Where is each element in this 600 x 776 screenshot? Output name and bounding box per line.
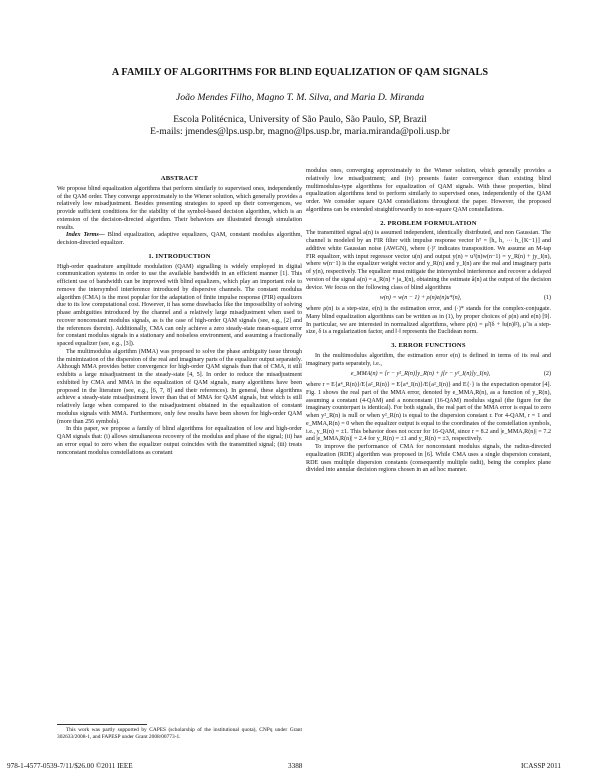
abstract-heading: ABSTRACT [160, 175, 199, 182]
error-paragraph-1: In the multimodulus algorithm, the estimation error e(n) is defined in terms of its real and imaginary parts separately, i.e., [306, 352, 551, 367]
intro-paragraph-2: The multimodulus algorithm (MMA) was proposed to solve the phase ambiguity issue through the minimization of the dispersion of the real and imaginary parts of the equalizer output separately. Although MMA provides better convergence for high-order QAM signals than that of CMA, it still exhibits a large misadjustment in the steady-state [4, 5]. In order to reduce the misadjustment exhibited by CMA and MMA in the equalization of QAM signals, many algorithms have been proposed in the literature (see, e.g., [6, 7, 8] and their references). In general, these algorithms achieve a steady-state misadjustment lower than that of MMA for QAM signals, but which is still relatively large when compared to the misadjustment obtained in the equalization of constant modulus signals with MMA. Furthermore, only few results have been shown for high-order QAM (more than 256 symbols). [57, 348, 302, 425]
footnote-text: This work was partly supported by CAPES (scholarship of the institutional quota), CNPq under Grant 302633/2008-1, and FAPESP under Grant 2008/00773-1. [57, 727, 302, 740]
copyright-line: 978-1-4577-0539-7/11/$26.00 ©2011 IEEE [7, 762, 133, 770]
affiliation-emails: E-mails: jmendes@lps.usp.br, magno@lps.usp.br, maria.miranda@poli.usp.br [150, 126, 450, 137]
index-terms-label: Index Terms— [66, 232, 105, 239]
index-terms [57, 232, 302, 248]
affiliation [0, 114, 600, 138]
problem-heading: 2. PROBLEM FORMULATION [380, 219, 477, 227]
right-column [306, 168, 551, 475]
equation-2 [306, 371, 551, 379]
left-column [57, 170, 302, 457]
intro-continued: modulus ones, converging approximately to the Wiener solution, which generally provides a relatively low misadjustment; and (iv) presents faster convergence than existing blind multimodulus-type algorithms for equalization of QAM signals. With these properties, blind equalization algorithms tend to perform similarly to supervised ones, independently of the QAM order. We consider square QAM constellations throughout the paper. However, the proposed algorithms can be extended straightforwardly to non-square QAM constellations. [306, 168, 551, 213]
intro-paragraph-1: High-order quadrature amplitude modulation (QAM) signalling is widely employed in digital communication systems in order to use the available bandwidth in an efficient manner [1]. This efficient use of bandwidth can be improved with blind equalizers, which play an important role to remove the intersymbol interference introduced by dispersive channels. The constant modulus algorithm (CMA) is the most popular for the adaptation of finite impulse response (FIR) equalizers due to its low computational cost. However, it has some drawbacks like the impossibility of solving phase ambiguities introduced by the channel and a relatively large misadjustment when used to recover nonconstant modulus signals, as is the case of high-order QAM signals (see, e.g., [2] and the references therein). Additionally, CMA can only achieve a zero steady-state mean-square error for constant modulus signals in a stationary and noiseless environment, and assuming a fractionally spaced equalizer (see, e.g., [3]). [57, 263, 302, 347]
paper-title: A FAMILY OF ALGORITHMS FOR BLIND EQUALIZATION OF QAM SIGNALS [111, 67, 489, 78]
equation-2-number: (2) [543, 371, 551, 378]
problem-paragraph-2: where ρ(n) is a step-size, e(n) is the estimation error, and (·)* stands for the complex-conjugate. Many blind equalization algorithms can be written as in (1), by proper choices of ρ(n) and e(n) [9]. In particular, we are interested in normalized algorithms, where ρ(n) = μ̃/(δ + ‖u(n)‖²), μ̃ is a step-size, δ is a regularization factor, and ‖·‖ represents the Euclidean norm. [306, 306, 551, 336]
problem-paragraph-1: The transmitted signal a(n) is assumed independent, identically distributed, and non Gaussian. The channel is modeled by an FIR filter with impulse response vector hᵀ = [h₀ h₁ ··· h_{K−1}] and additive white Gaussian noise (AWGN), where (·)ᵀ indicates transposition. We assume an M-tap FIR equalizer, with input regressor vector u(n) and output y(n) = uᵀ(n)w(n−1) = y_R(n) + jy_I(n), where w(n−1) is the equalizer weight vector and y_R(n) and y_I(n) are the real and imaginary parts of y(n), respectively. The equalizer must mitigate the intersymbol interference and recover a delayed version of the signal a(n) = a_R(n) + ja_I(n), obtaining the estimate â(n) at the output of the decision device. We focus on the following class of blind algorithms [306, 230, 551, 291]
paper-authors: João Mendes Filho, Magno T. M. Silva, and Maria D. Miranda [175, 92, 425, 103]
intro-paragraph-3: In this paper, we propose a family of blind algorithms for equalization of low and high-order QAM signals that: (i) allows simultaneous recovery of the modulus and phase of the signal; (ii) has an error equal to zero when the equalizer output coincides with the transmitted signal; (iii) treats nonconstant modulus constellations as constant [57, 426, 302, 456]
equation-1 [306, 295, 551, 303]
footnote-rule [57, 724, 147, 725]
affiliation-institution: Escola Politécnica, University of São Paulo, São Paulo, SP, Brazil [173, 114, 427, 125]
index-terms-text: Blind equalization, adaptive equalizers, QAM, constant modulus algorithm, decision-directed equalizer. [57, 232, 302, 246]
equation-1-body: w(n) = w(n − 1) + ρ(n)e(n)u*(n), [379, 295, 462, 302]
error-paragraph-3: To improve the performance of CMA for nonconstant modulus signals, the radius-directed equalization (RDE) algorithm was proposed in [6]. While CMA uses a single dispersion constant, RDE uses multiple dispersion constants (consequently multiple radii), being the complex plane divided into annular decision regions chosen in an ad hoc manner. [306, 444, 551, 474]
error-paragraph-2: where r = E{a⁴_R(n)}/E{a²_R(n)} = E{a⁴_I(n)}/E{a²_I(n)} and E{·} is the expectation operator [4]. Fig. 1 shows the real part of the MMA error, denoted by e_MMA,R(n), as a function of y_R(n), assuming a constant (4-QAM) and a nonconstant (16-QAM) modulus signal (the figure for the imaginary counterpart is identical). For both signals, the real part of the MMA error is equal to zero when y²_R(n) is null or when y²_R(n) is equal to the dispersion constant r. For 4-QAM, r = 1 and e_MMA,R(n) = 0 when the equalizer output is equal to the coordinates of the constellation symbols, i.e., y_R(n) = ±1. This behavior does not occur for 16-QAM, since r = 8.2 and |e_MMA,R(n)| = 7.2 and |e_MMA,R(n)| = 2.4 for y_R(n) = ±1 and y_R(n) = ±3, respectively. [306, 382, 551, 443]
equation-1-number: (1) [543, 295, 551, 302]
conference-name: ICASSP 2011 [521, 762, 562, 770]
footnote [57, 727, 302, 740]
page-number: 3388 [288, 762, 303, 770]
error-heading: 3. ERROR FUNCTIONS [391, 342, 466, 349]
abstract-text: We propose blind equalization algorithms that perform similarly to supervised ones, independently of the QAM order. They converge approximately to the Wiener solution, which generally provides a relatively low misadjustment. Besides presenting strategies to speed up their convergences, we provide sufficient conditions for the stability of the symbol-based decision algorithm, which is an extension of the decision-directed algorithm. Their behaviors are illustrated through simulation results. [57, 185, 302, 231]
intro-heading: 1. INTRODUCTION [148, 252, 211, 260]
equation-2-body: e_MMA(n) = [r − y²_R(n)]y_R(n) + j[r − y²_I(n)]y_I(n), [350, 371, 491, 378]
